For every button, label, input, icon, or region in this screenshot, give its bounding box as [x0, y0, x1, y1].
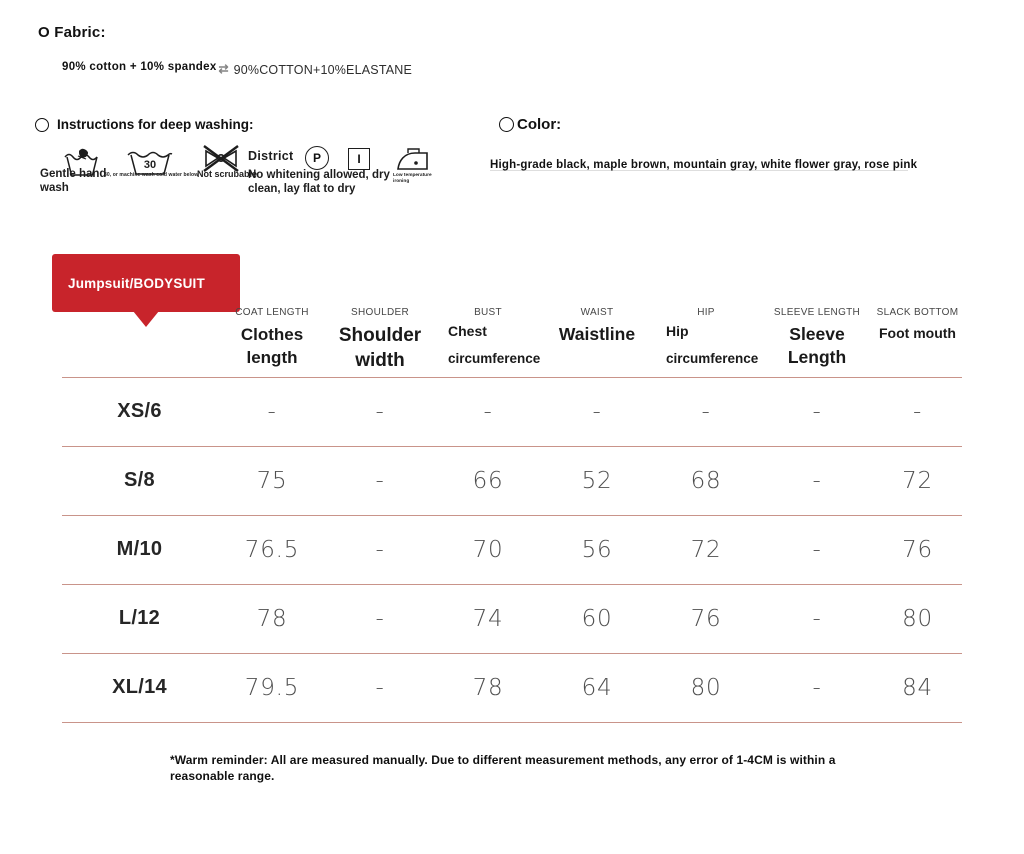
measurement-value: 64 [581, 674, 613, 701]
column-big-label-2: circumference [448, 351, 541, 366]
size-chart-table [62, 298, 962, 728]
measurement-value: 72 [902, 467, 933, 494]
column-big-label: Shoulder width [338, 325, 422, 371]
fabric-composition-caps: 90%COTTON+10%ELASTANE [233, 63, 413, 77]
square-i-icon [348, 148, 370, 170]
size-label: XL/14 [112, 676, 167, 698]
measurement-value: - [483, 398, 493, 425]
measurement-value: 66 [472, 467, 504, 494]
measurement-value: - [592, 398, 602, 425]
district-label: District [248, 149, 294, 163]
measurement-value: - [912, 398, 923, 425]
table-divider [62, 515, 962, 516]
measurement-value: 84 [902, 674, 933, 701]
size-column-header [62, 298, 217, 377]
table-divider [62, 584, 962, 585]
hand-wash-label: Gentle hand wash [40, 168, 107, 194]
column-big-label: Foot mouth [879, 325, 956, 341]
warm-reminder-note: *Warm reminder: All are measured manually. Due to different measurement methods, any error of 1-4CM is within a reasonable range. [170, 753, 836, 783]
column-header-chest [433, 298, 543, 377]
measurement-value: 80 [902, 605, 933, 632]
measurement-value: 75 [256, 467, 288, 494]
column-header-sleeve-length [761, 298, 873, 377]
column-big-label: Waistline [558, 324, 636, 344]
column-small-label: SLACK BOTTOM [876, 307, 959, 318]
measurement-value: - [812, 605, 822, 632]
fabric-heading: O Fabric: [38, 24, 106, 41]
color-options-text: High-grade black, maple brown, mountain gray, white flower gray, rose pink [490, 159, 918, 171]
measurement-value: 68 [690, 467, 722, 494]
column-small-label: COAT LENGTH [235, 307, 309, 318]
column-small-label: SLEEVE LENGTH [773, 307, 861, 318]
measurement-value: - [812, 674, 822, 701]
measurement-value: 74 [472, 605, 504, 632]
column-small-label: HIP [697, 307, 715, 318]
measurement-value: 76.5 [244, 536, 300, 563]
color-section-heading [499, 116, 561, 133]
measurement-value: - [375, 536, 385, 563]
washing-heading-label: Instructions for deep washing: [57, 117, 254, 132]
dry-clean-p-icon [305, 146, 329, 170]
measurement-value: 80 [690, 674, 722, 701]
measurement-value: 76 [690, 605, 722, 632]
column-header-hip [651, 298, 761, 377]
size-label: XS/6 [117, 400, 162, 422]
column-big-label: Hip [666, 323, 689, 339]
column-header-waistline [543, 298, 651, 377]
measurement-value: 78 [472, 674, 504, 701]
measurement-value: 72 [690, 536, 722, 563]
measurement-value: 76 [902, 536, 933, 563]
fabric-composition-row [62, 57, 412, 77]
column-header-shoulder-width [327, 298, 433, 377]
washing-note: No whitening allowed, dry clean, lay flat to dry [248, 169, 390, 195]
category-badge-label: Jumpsuit/BODYSUIT [68, 275, 205, 291]
iron-caption: Low temperature ironing [393, 173, 432, 184]
column-big-label: Sleeve Length [787, 324, 847, 367]
i-glyph: I [357, 152, 361, 166]
wash-30-number: 30 [143, 159, 157, 171]
column-big-label-2: circumference [666, 351, 759, 366]
measurement-value: 78 [256, 605, 288, 632]
measurement-value: - [812, 398, 822, 425]
p-glyph: P [312, 151, 321, 165]
size-label: M/10 [116, 538, 163, 560]
column-small-label: WAIST [580, 307, 614, 318]
washing-section-heading [35, 117, 254, 132]
measurement-value: 79.5 [244, 674, 300, 701]
wash-30-caption: 30, or machine wash cold water below [104, 172, 199, 178]
measurement-value: - [701, 398, 711, 425]
circle-bullet-icon [35, 118, 49, 132]
size-label: S/8 [124, 469, 155, 491]
circle-bullet-icon [499, 117, 514, 132]
table-divider [62, 653, 962, 654]
column-small-label: SHOULDER [351, 307, 409, 318]
fabric-composition-bold: 90% cotton + 10% spandex [62, 61, 217, 73]
table-divider [62, 722, 962, 723]
measurement-value: - [375, 467, 385, 494]
column-small-label: BUST [474, 307, 502, 318]
measurement-value: 70 [472, 536, 504, 563]
measurement-value: - [375, 605, 385, 632]
no-scrub-label: Not scrubable [197, 169, 258, 179]
measurement-value: - [267, 398, 277, 425]
size-label: L/12 [118, 607, 161, 629]
measurement-value: - [812, 467, 822, 494]
iron-icon [395, 146, 431, 173]
color-heading-label: Color: [517, 116, 562, 133]
measurement-value: - [375, 674, 385, 701]
column-header-clothes-length [217, 298, 327, 377]
measurement-value: - [375, 398, 385, 425]
measurement-value: - [812, 536, 822, 563]
measurement-value: 60 [581, 605, 613, 632]
column-big-label: Chest [448, 323, 487, 339]
column-big-label: Clothes length [240, 325, 304, 367]
table-divider [62, 446, 962, 447]
measurement-value: 52 [581, 467, 613, 494]
table-divider [62, 377, 962, 378]
measurement-value: 56 [581, 536, 613, 563]
translate-icon: ⇄ [218, 62, 229, 76]
column-header-foot-mouth [873, 298, 962, 377]
